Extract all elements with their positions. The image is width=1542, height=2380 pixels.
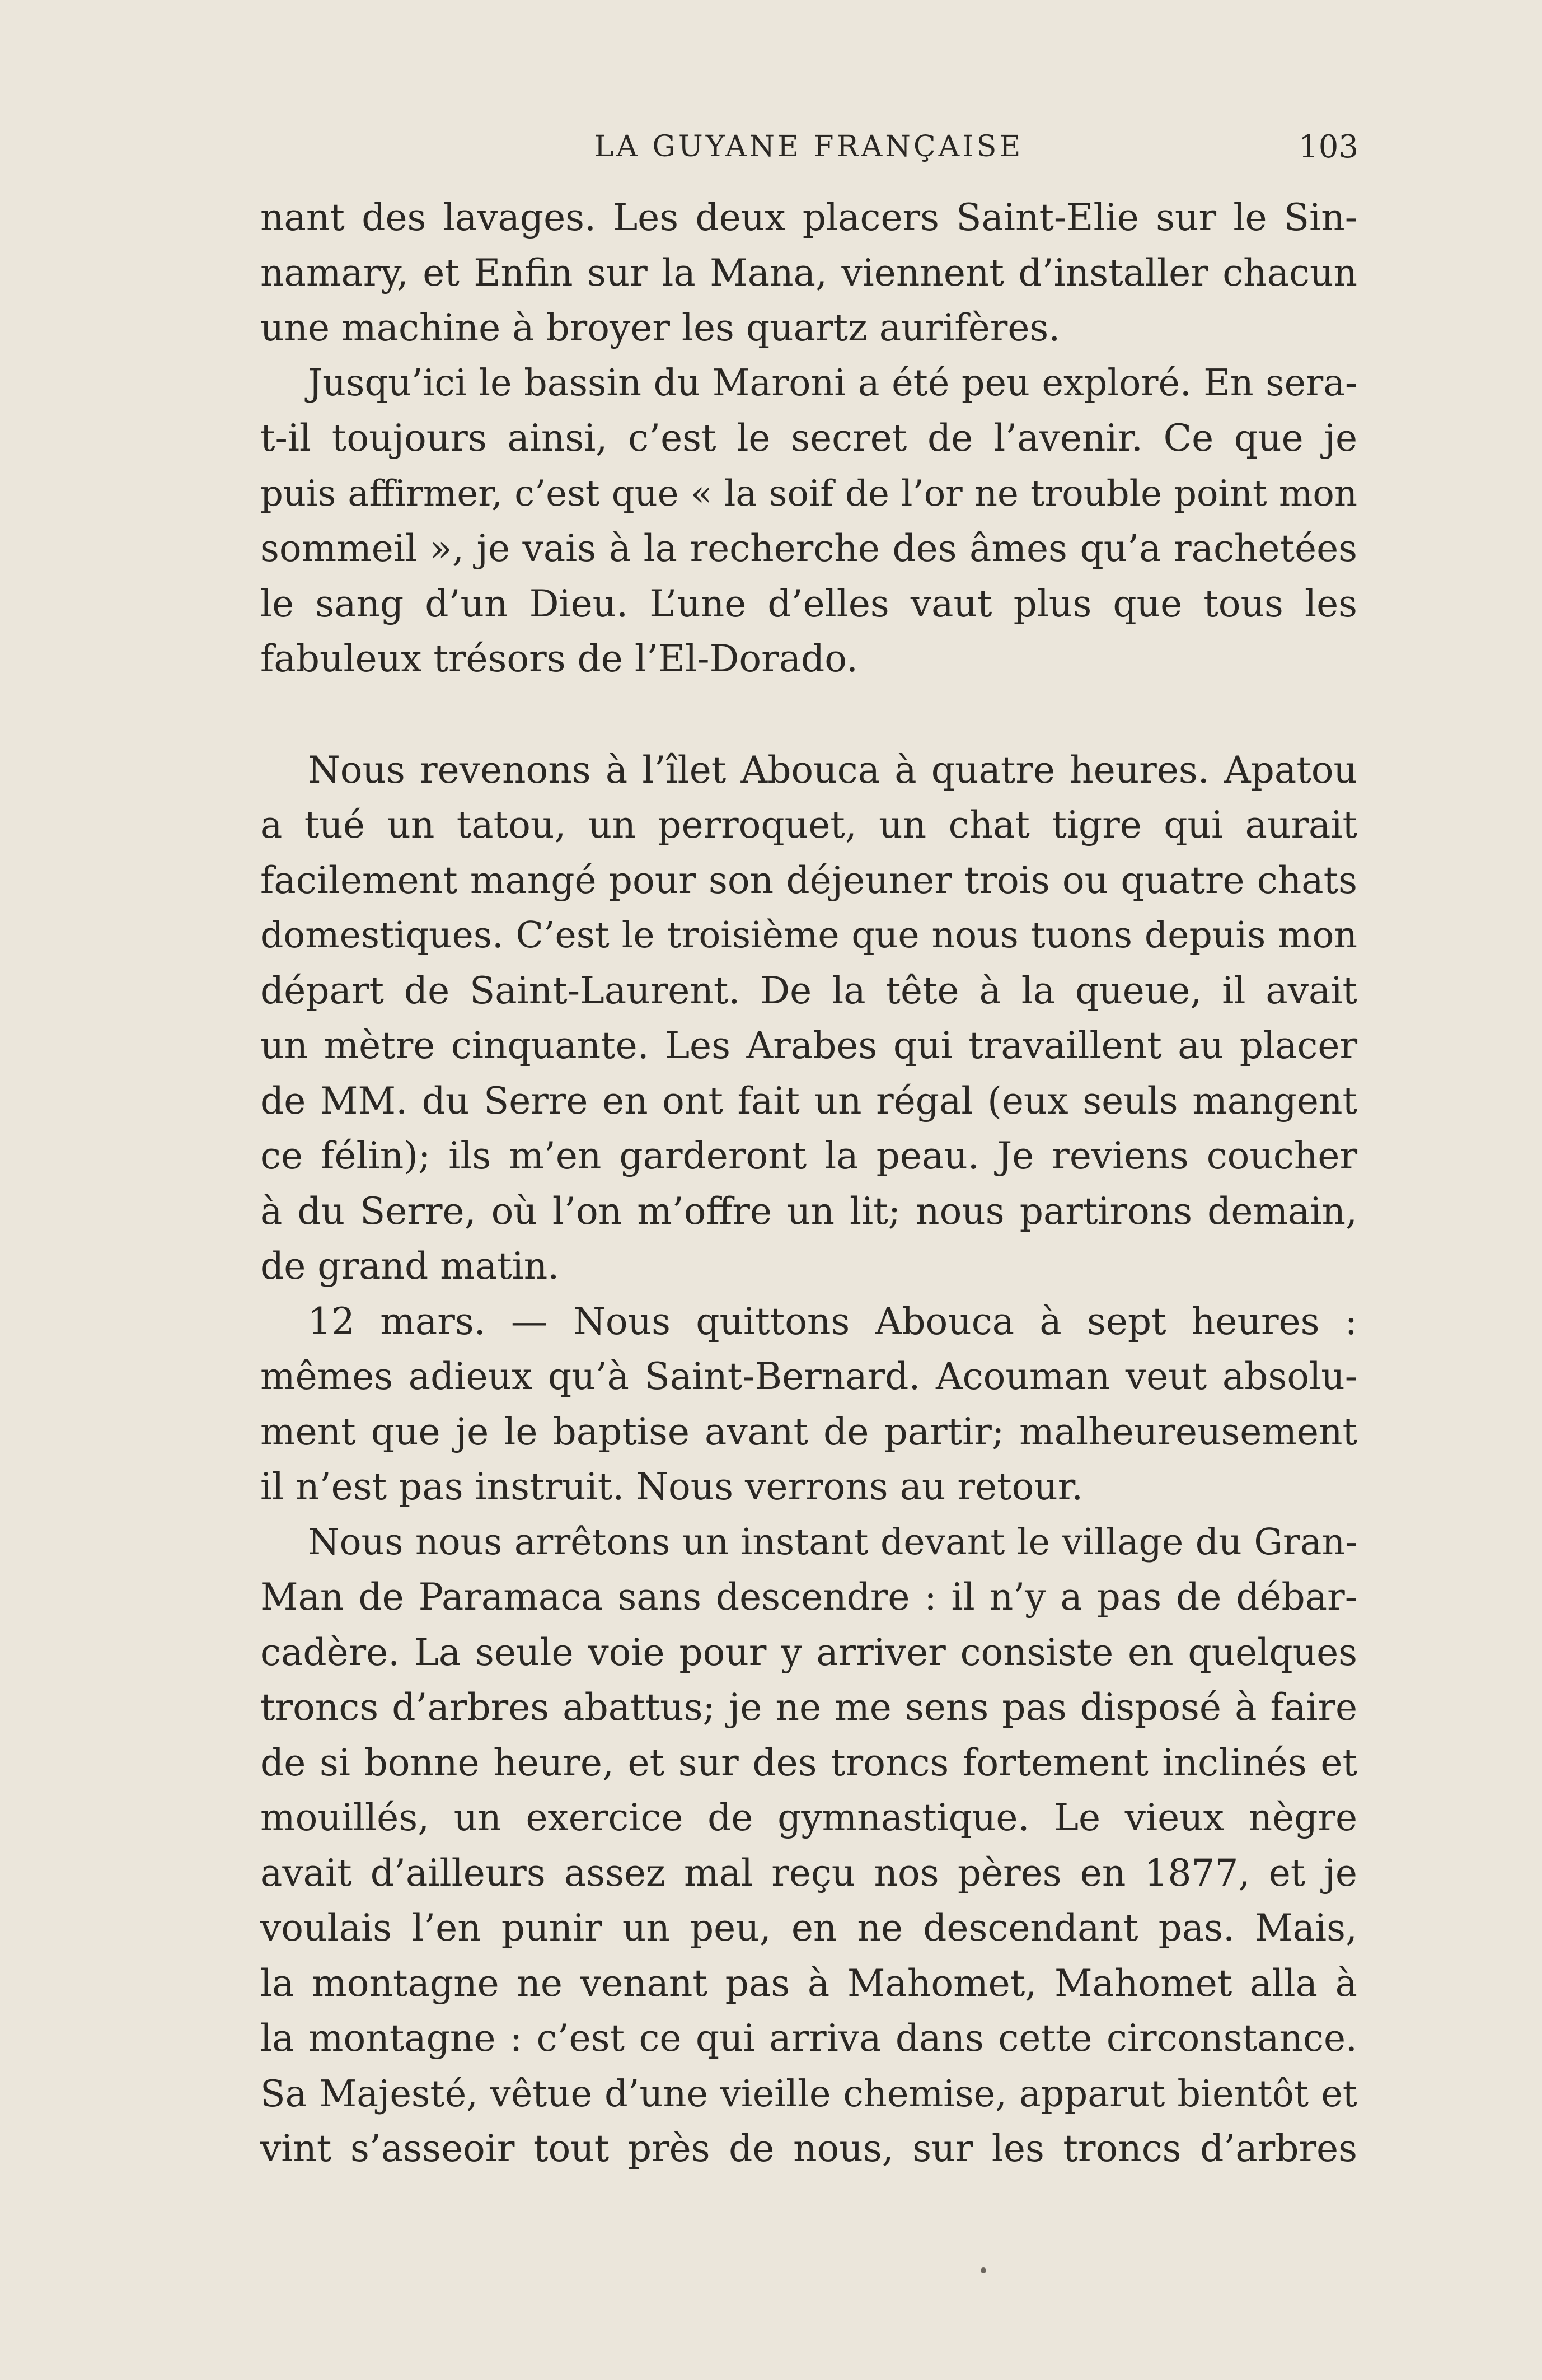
text-line: namary, et Enfin sur la Mana, viennent d’installer chacun: [260, 251, 1357, 294]
text-line: Nous revenons à l’îlet Abouca à quatre heures. Apatou: [308, 748, 1357, 792]
text-line: voulais l’en punir un peu, en ne descendant pas. Mais,: [260, 1906, 1357, 1949]
text-line: sommeil », je vais à la recherche des âmes qu’a rachetées: [260, 527, 1357, 570]
text-line: ment que je le baptise avant de partir; malheureusement: [260, 1410, 1357, 1453]
text-line: nant des lavages. Les deux placers Saint-Elie sur le Sin-: [260, 196, 1357, 239]
text-line: de MM. du Serre en ont fait un régal (eux seuls mangent: [260, 1079, 1357, 1123]
text-line: la montagne : c’est ce qui arriva dans cette circonstance.: [260, 2017, 1357, 2060]
text-line: avait d’ailleurs assez mal reçu nos pères en 1877, et je: [260, 1851, 1357, 1895]
text-line: de grand matin.: [260, 1245, 560, 1288]
text-line: Sa Majesté, vêtue d’une vieille chemise, apparut bientôt et: [260, 2072, 1357, 2115]
text-line: à du Serre, où l’on m’offre un lit; nous partirons demain,: [260, 1189, 1357, 1233]
text-line: il n’est pas instruit. Nous verrons au retour.: [260, 1465, 1084, 1508]
text-line: la montagne ne venant pas à Mahomet, Mahomet alla à: [260, 1961, 1357, 2005]
text-line: mêmes adieux qu’à Saint-Bernard. Acouman veut absolu-: [260, 1355, 1357, 1398]
text-line: domestiques. C’est le troisième que nous tuons depuis mon: [260, 914, 1357, 956]
text-line: départ de Saint-Laurent. De la tête à la queue, il avait: [260, 969, 1357, 1012]
text-line: vint s’asseoir tout près de nous, sur les troncs d’arbres: [260, 2127, 1357, 2170]
paper-speck: [981, 2267, 986, 2273]
text-line: cadère. La seule voie pour y arriver consiste en quelques: [260, 1630, 1357, 1674]
paragraph-gap: [260, 687, 1357, 743]
text-line: fabuleux trésors de l’El-Dorado.: [260, 637, 858, 680]
text-line: un mètre cinquante. Les Arabes qui travaillent au placer: [260, 1024, 1357, 1067]
text-line: une machine à broyer les quartz aurifères.: [260, 306, 1061, 349]
text-line: puis affirmer, c’est que « la soif de l’or ne trouble point mon: [260, 473, 1357, 515]
text-line: Man de Paramaca sans descendre : il n’y a pas de débar-: [260, 1575, 1357, 1619]
text-line: de si bonne heure, et sur des troncs fortement inclinés et: [260, 1741, 1357, 1784]
text-line: 12 mars. — Nous quittons Abouca à sept heures :: [308, 1299, 1357, 1343]
text-line: a tué un tatou, un perroquet, un chat tigre qui aurait: [260, 803, 1357, 847]
text-line: facilement mangé pour son déjeuner trois ou quatre chats: [260, 858, 1357, 902]
text-line: mouillés, un exercice de gymnastique. Le vieux nègre: [260, 1796, 1357, 1839]
text-line: Nous nous arrêtons un instant devant le village du Gran-: [308, 1521, 1357, 1563]
page-number: 103: [1299, 129, 1358, 165]
body-text: [260, 190, 1357, 2177]
text-line: t-il toujours ainsi, c’est le secret de l’avenir. Ce que je: [260, 417, 1357, 460]
running-title: LA GUYANE FRANÇAISE: [594, 130, 1024, 163]
text-line: troncs d’arbres abattus; je ne me sens pas disposé à faire: [260, 1686, 1357, 1729]
text-line: le sang d’un Dieu. L’une d’elles vaut plus que tous les: [260, 582, 1357, 625]
text-line: Jusqu’ici le bassin du Maroni a été peu exploré. En sera-: [308, 362, 1357, 404]
text-line: ce félin); ils m’en garderont la peau. Je reviens coucher: [260, 1134, 1357, 1177]
page-header: [260, 124, 1357, 169]
